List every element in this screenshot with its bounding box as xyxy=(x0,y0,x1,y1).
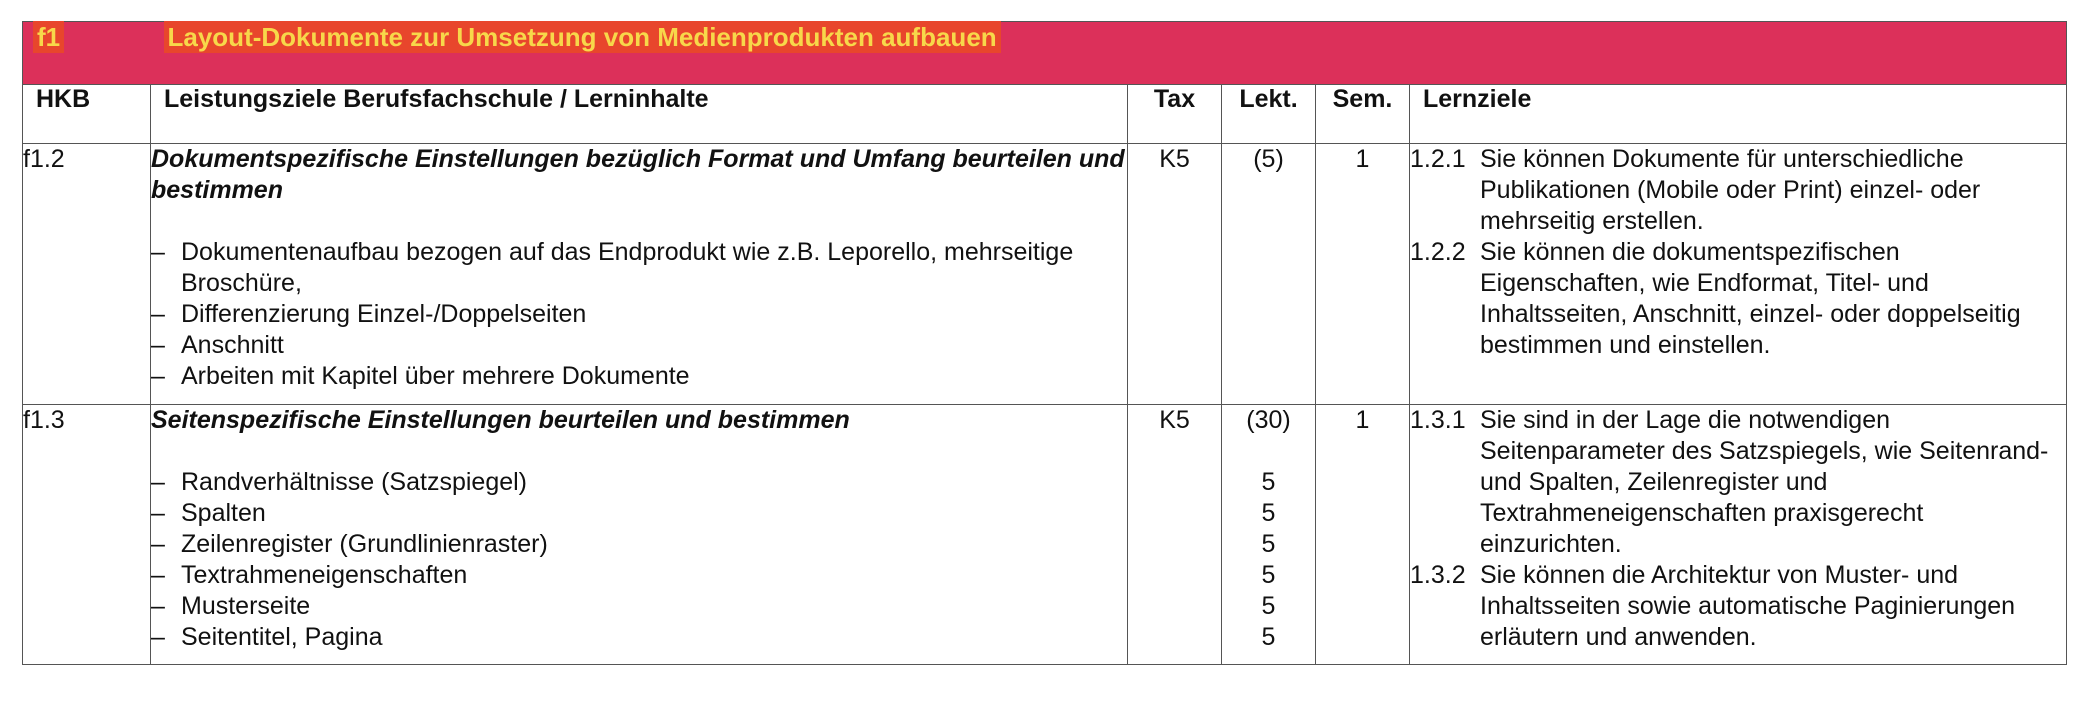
lekt-total: (5) xyxy=(1253,145,1284,173)
table-row xyxy=(23,405,2067,665)
row-code: f1.3 xyxy=(23,405,151,665)
dash-marker: – xyxy=(151,300,165,328)
dash-marker: – xyxy=(151,238,165,266)
curriculum-table xyxy=(22,21,2067,665)
learning-goal xyxy=(1410,560,2066,653)
col-header-tax: Tax xyxy=(1128,85,1222,144)
content-list xyxy=(151,467,1127,653)
list-item: – Arbeiten mit Kapitel über mehrere Dokumente xyxy=(151,362,690,390)
lekt-item: 5 xyxy=(1261,561,1276,589)
goal-text: Sie sind in der Lage die notwendigen Seitenparameter des Satzspiegels, wie Seitenrand- und Spalten, Zeilenregister und Textrahmeneigenschaften praxisgerecht einzurichten. xyxy=(1480,406,2049,558)
row-tax: K5 xyxy=(1128,405,1222,665)
lekt-item: 5 xyxy=(1261,592,1276,620)
row-sem: 1 xyxy=(1316,405,1410,665)
row-goals xyxy=(1410,405,2067,665)
dash-marker: – xyxy=(151,331,165,359)
list-item: – Zeilenregister (Grundlinienraster) xyxy=(151,530,548,558)
list-item: – Musterseite xyxy=(151,592,311,620)
learning-goal xyxy=(1410,405,2066,560)
row-topic xyxy=(151,144,1128,405)
learning-goal xyxy=(1410,237,2066,361)
list-item: – Textrahmeneigenschaften xyxy=(151,561,468,589)
goal-number: 1.2.2 xyxy=(1410,238,1466,266)
col-header-goals: Lernziele xyxy=(1410,85,2067,144)
table-row xyxy=(23,144,2067,405)
goal-number: 1.3.2 xyxy=(1410,561,1466,589)
lekt-item: 5 xyxy=(1261,530,1276,558)
col-header-topic: Leistungsziele Berufsfachschule / Lerninhalte xyxy=(151,85,1128,144)
row-title: Seitenspezifische Einstellungen beurteilen und bestimmen xyxy=(151,406,850,434)
goal-text: Sie können die dokumentspezifischen Eigenschaften, wie Endformat, Titel- und Inhaltsseiten, Anschnitt, einzel- oder doppelseitig bestimmen und einstellen. xyxy=(1480,238,2021,359)
dash-marker: – xyxy=(151,623,165,651)
row-lekt xyxy=(1222,405,1316,665)
dash-marker: – xyxy=(151,468,165,496)
row-sem: 1 xyxy=(1316,144,1410,405)
goal-text: Sie können die Architektur von Muster- und Inhaltsseiten sowie automatische Paginierungen erläutern und anwenden. xyxy=(1480,561,2016,651)
learning-goal xyxy=(1410,144,2066,237)
banner-code: f1 xyxy=(33,21,64,53)
content-list xyxy=(151,237,1127,392)
list-item: – Differenzierung Einzel-/Doppelseiten xyxy=(151,300,587,328)
goal-number: 1.2.1 xyxy=(1410,145,1466,173)
lekt-total: (30) xyxy=(1246,406,1291,434)
row-topic xyxy=(151,405,1128,665)
row-goals xyxy=(1410,144,2067,405)
list-item: – Seitentitel, Pagina xyxy=(151,623,383,651)
dash-marker: – xyxy=(151,362,165,390)
dash-marker: – xyxy=(151,499,165,527)
dash-marker: – xyxy=(151,530,165,558)
list-item: – Spalten xyxy=(151,499,266,527)
curriculum-document xyxy=(22,21,2066,665)
row-lekt xyxy=(1222,144,1316,405)
list-item: – Dokumentenaufbau bezogen auf das Endprodukt wie z.B. Leporello, mehrseitige Broschüre, xyxy=(151,238,1074,297)
list-item: – Randverhältnisse (Satzspiegel) xyxy=(151,468,528,496)
goal-text: Sie können Dokumente für unterschiedliche Publikationen (Mobile oder Print) einzel- oder mehrseitig erstellen. xyxy=(1480,145,1981,235)
lekt-item: 5 xyxy=(1261,623,1276,651)
col-header-hkb: HKB xyxy=(23,85,151,144)
list-item: – Anschnitt xyxy=(151,331,284,359)
banner-title: Layout-Dokumente zur Umsetzung von Medienprodukten aufbauen xyxy=(164,21,1001,53)
dash-marker: – xyxy=(151,592,165,620)
row-code: f1.2 xyxy=(23,144,151,405)
goal-number: 1.3.1 xyxy=(1410,406,1466,434)
section-banner xyxy=(23,22,2067,85)
col-header-lekt: Lekt. xyxy=(1222,85,1316,144)
header-row xyxy=(23,85,2067,144)
dash-marker: – xyxy=(151,561,165,589)
lekt-breakdown xyxy=(1222,467,1315,653)
row-tax: K5 xyxy=(1128,144,1222,405)
banner-title-cell xyxy=(151,22,2067,85)
row-title: Dokumentspezifische Einstellungen bezüglich Format und Umfang beurteilen und bestimmen xyxy=(151,145,1125,204)
lekt-item: 5 xyxy=(1261,499,1276,527)
col-header-sem: Sem. xyxy=(1316,85,1410,144)
lekt-item: 5 xyxy=(1261,468,1276,496)
banner-code-cell xyxy=(23,22,151,85)
